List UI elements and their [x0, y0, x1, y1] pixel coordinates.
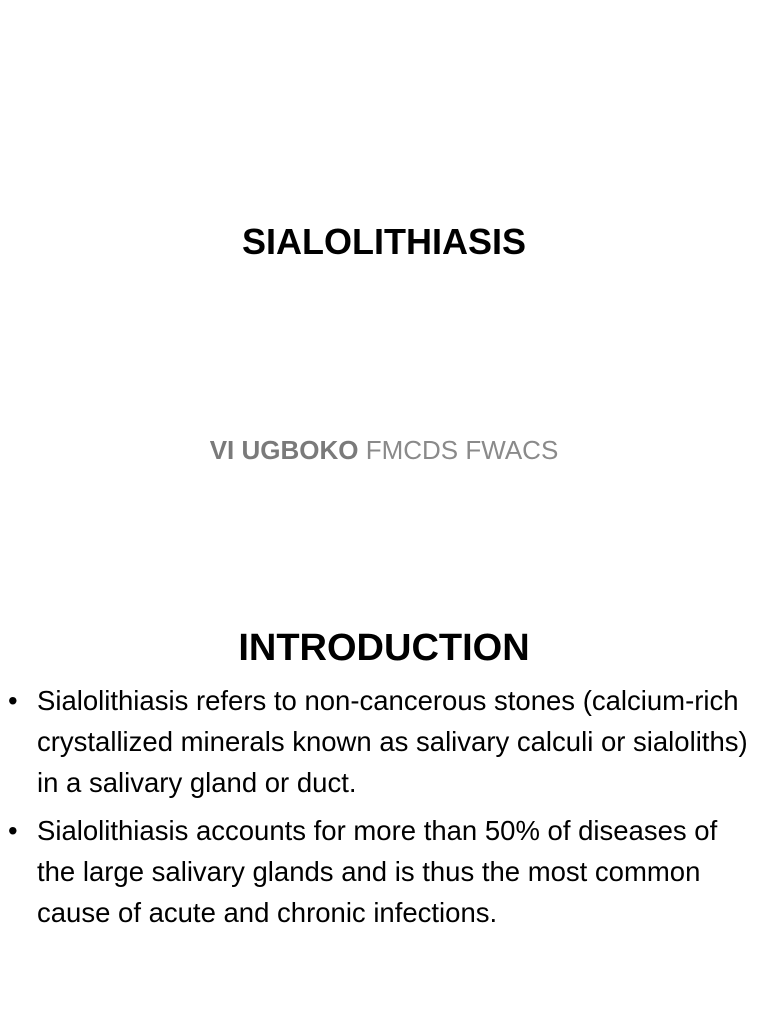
author-line [0, 432, 768, 468]
author-credentials: FMCDS FWACS [365, 435, 559, 465]
bullet-icon: • [8, 815, 18, 846]
bullet-text: Sialolithiasis accounts for more than 50% of diseases of the large salivary glands and is thus the most common cause of acute and chronic infections. [37, 815, 718, 928]
list-item [0, 680, 760, 803]
list-item [0, 810, 760, 933]
introduction-slide [0, 576, 768, 1024]
bullet-text: Sialolithiasis refers to non-cancerous stones (calcium-rich crystallized minerals known as salivary calculi or sialoliths) in a salivary gland or duct. [37, 685, 748, 798]
author-name: VI UGBOKO [209, 435, 359, 465]
bullet-list [0, 680, 760, 940]
section-title: INTRODUCTION [238, 627, 530, 669]
slide-title: SIALOLITHIASIS [241, 221, 526, 262]
bullet-icon: • [8, 685, 18, 716]
